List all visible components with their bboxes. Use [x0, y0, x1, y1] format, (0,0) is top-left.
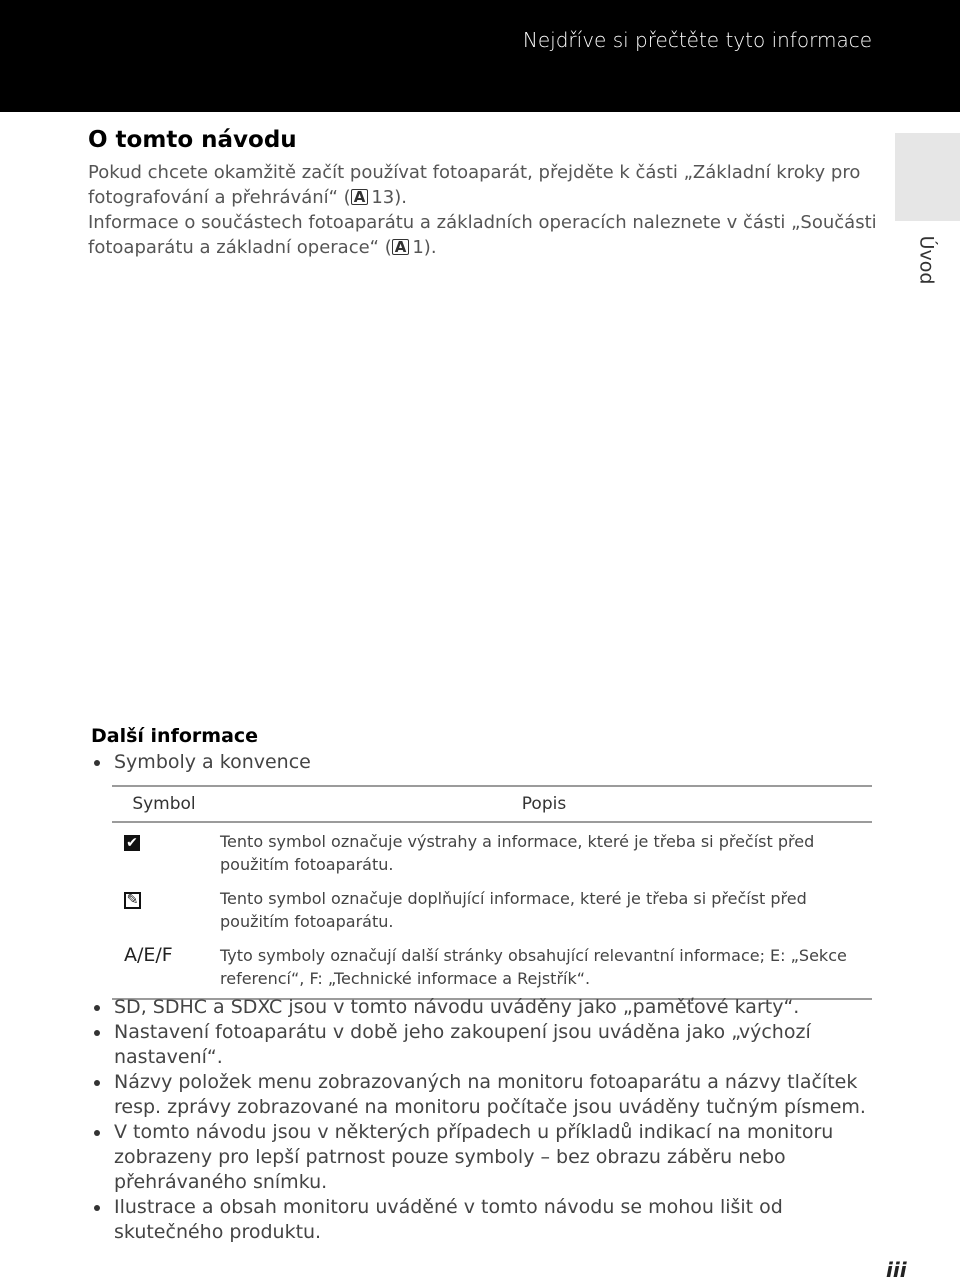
- intro-text: [88, 160, 888, 260]
- description-cell: Tyto symboly označují další stránky obsahující relevantní informace; E: „Sekce referencí“, F: „Technické informace a Rejstřík“.: [220, 946, 847, 988]
- list-item: SD, SDHC a SDXC jsou v tomto návodu uváděny jako „paměťové karty“.: [91, 995, 881, 1020]
- more-info-title: Další informace: [91, 725, 259, 747]
- list-item: Ilustrace a obsah monitoru uváděné v tomto návodu se mohou lišit od skutečného produktu.: [91, 1195, 881, 1245]
- note-icon: ✎: [124, 892, 141, 909]
- intro-paragraph-2-text: Informace o součástech fotoaparátu a základních operacích naleznete v části „Součásti fotoaparátu a základní operace“ (: [88, 212, 877, 258]
- list-item: V tomto návodu jsou v některých případech u příkladů indikací na monitoru zobrazeny pro lepší patrnost pouze symboly – bez obrazu záběru nebo přehrávaného snímku.: [91, 1120, 881, 1195]
- table-row: [112, 937, 872, 1000]
- table-row: [112, 880, 872, 937]
- chapter-tab: [895, 133, 960, 221]
- symbol-cell: [112, 887, 220, 933]
- warning-check-icon: ✔: [124, 835, 140, 851]
- header-description: Popis: [521, 794, 567, 814]
- symbol-cell: [112, 944, 220, 990]
- description-cell: Tento symbol označuje výstrahy a informace, které je třeba si přečíst před použitím fotoaparátu.: [220, 832, 815, 874]
- symbols-table: [112, 785, 872, 1000]
- book-icon: A: [392, 239, 410, 255]
- symbols-bullet: [91, 750, 881, 775]
- description-cell: Tento symbol označuje doplňující informace, které je třeba si přečíst před použitím fotoaparátu.: [220, 889, 807, 931]
- page-number: iii: [886, 1258, 907, 1282]
- list-item: Nastavení fotoaparátu v době jeho zakoupení jsou uváděna jako „výchozí nastavení“.: [91, 1020, 881, 1070]
- chapter-tab-text: Úvod: [915, 235, 937, 285]
- intro-paragraph-1: [88, 160, 888, 210]
- page-reference: 13).: [371, 187, 407, 208]
- intro-paragraph-1-text: Pokud chcete okamžitě začít používat fotoaparát, přejděte k části „Základní kroky pro fotografování a přehrávání“ (: [88, 162, 861, 208]
- book-icon: A: [351, 189, 369, 205]
- page-reference: 1).: [412, 237, 437, 258]
- reference-icons: A/E/F: [124, 944, 173, 966]
- symbol-cell: [112, 830, 220, 876]
- header-symbol: Symbol: [132, 794, 196, 814]
- table-row: [112, 823, 872, 880]
- chapter-tab-label: [896, 236, 956, 284]
- list-item: Symboly a konvence: [91, 750, 881, 775]
- list-item: Názvy položek menu zobrazovaných na monitoru fotoaparátu a názvy tlačítek resp. zprávy zobrazované na monitoru počítače jsou uváděny tučným písmem.: [91, 1070, 881, 1120]
- table-header: [112, 785, 872, 823]
- page-header: [0, 0, 960, 112]
- intro-paragraph-2: [88, 210, 888, 260]
- section-title: O tomto návodu: [88, 127, 297, 153]
- header-title: Nejdříve si přečtěte tyto informace: [522, 28, 872, 52]
- conventions-list: [91, 995, 881, 1245]
